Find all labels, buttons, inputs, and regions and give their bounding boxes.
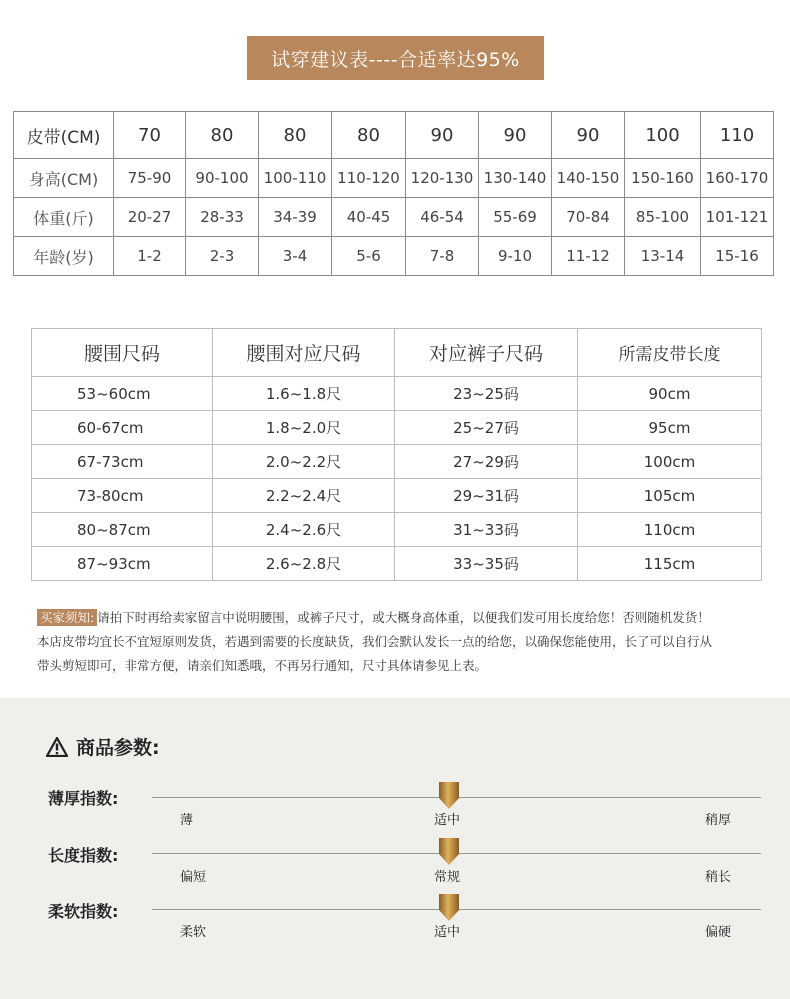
- table-cell: 73-80cm: [32, 479, 213, 513]
- size-recommendation-table: [13, 111, 774, 276]
- table-cell: 130-140: [479, 159, 552, 198]
- scale-right-label: 偏硬: [705, 925, 732, 940]
- waist-size-table: [31, 328, 762, 581]
- scale-left-label: 偏短: [180, 870, 207, 885]
- weight-row: [14, 198, 774, 237]
- belt-row: [14, 112, 774, 159]
- table-cell: 29~31码: [395, 479, 578, 513]
- column-header: 腰围尺码: [32, 329, 213, 377]
- table-cell: 2.4~2.6尺: [213, 513, 395, 547]
- table-cell: 2.0~2.2尺: [213, 445, 395, 479]
- table-cell: 20-27: [114, 198, 186, 237]
- notice-line: [37, 606, 767, 630]
- table-cell: 90cm: [578, 377, 762, 411]
- table-cell: 23~25码: [395, 377, 578, 411]
- table-cell: 100cm: [578, 445, 762, 479]
- table-cell: 80: [332, 112, 406, 159]
- notice-line: 带头剪短即可，非常方便，请亲们知悉哦，不再另行通知，尺寸具体请参见上表。: [37, 658, 488, 673]
- table-cell: 90: [406, 112, 479, 159]
- warning-icon: [46, 737, 68, 757]
- table-row: [32, 513, 762, 547]
- scale-middle-label: 适中: [434, 925, 461, 940]
- table-cell: 2.6~2.8尺: [213, 547, 395, 581]
- table-cell: 40-45: [332, 198, 406, 237]
- table-cell: 75-90: [114, 159, 186, 198]
- scale-middle-label: 常规: [434, 870, 461, 885]
- params-title: [46, 733, 160, 760]
- table-cell: 95cm: [578, 411, 762, 445]
- table-row: [32, 411, 762, 445]
- column-header: 对应裤子尺码: [395, 329, 578, 377]
- column-header: 腰围对应尺码: [213, 329, 395, 377]
- table-cell: 1.8~2.0尺: [213, 411, 395, 445]
- table-cell: 34-39: [259, 198, 332, 237]
- table-cell: 115cm: [578, 547, 762, 581]
- table-cell: 70: [114, 112, 186, 159]
- table-cell: 27~29码: [395, 445, 578, 479]
- table-cell: 80~87cm: [32, 513, 213, 547]
- table-cell: 11-12: [552, 237, 625, 276]
- table-cell: 80: [186, 112, 259, 159]
- table-cell: 55-69: [479, 198, 552, 237]
- notice-text: 请拍下时再给卖家留言中说明腰围，或裤子尺寸，或大概身高体重，以便我们发可用长度给您！否则随机发货！: [97, 610, 710, 625]
- params-title-text: 商品参数:: [76, 737, 160, 759]
- table-cell: 101-121: [701, 198, 774, 237]
- column-header: 所需皮带长度: [578, 329, 762, 377]
- scale-right-label: 稍长: [705, 870, 732, 885]
- table-cell: 90-100: [186, 159, 259, 198]
- table-cell: 110-120: [332, 159, 406, 198]
- softness-index-label: 柔软指数:: [48, 902, 119, 921]
- table-row: [32, 479, 762, 513]
- thickness-level-marker: [437, 782, 461, 810]
- table-cell: 1.6~1.8尺: [213, 377, 395, 411]
- table-cell: 28-33: [186, 198, 259, 237]
- table-cell: 110cm: [578, 513, 762, 547]
- table-cell: 105cm: [578, 479, 762, 513]
- table-cell: 90: [552, 112, 625, 159]
- row-label: 身高(CM): [14, 159, 114, 198]
- table-cell: 60-67cm: [32, 411, 213, 445]
- table-cell: 67-73cm: [32, 445, 213, 479]
- table-cell: 9-10: [479, 237, 552, 276]
- table-cell: 5-6: [332, 237, 406, 276]
- length-level-marker: [437, 838, 461, 866]
- scale-left-label: 薄: [180, 813, 194, 828]
- table-row: [32, 445, 762, 479]
- scale-left-label: 柔软: [180, 925, 207, 940]
- table-cell: 160-170: [701, 159, 774, 198]
- table-cell: 3-4: [259, 237, 332, 276]
- row-label: 年龄(岁): [14, 237, 114, 276]
- table-cell: 2.2~2.4尺: [213, 479, 395, 513]
- table-header-row: [32, 329, 762, 377]
- table-cell: 100: [625, 112, 701, 159]
- scale-right-label: 稍厚: [705, 813, 732, 828]
- fitting-banner: 试穿建议表----合适率达95%: [247, 36, 544, 80]
- row-label: 皮带(CM): [14, 112, 114, 159]
- notice-label: 买家须知:: [37, 609, 97, 626]
- table-cell: 53~60cm: [32, 377, 213, 411]
- table-row: [32, 377, 762, 411]
- table-cell: 25~27码: [395, 411, 578, 445]
- table-cell: 2-3: [186, 237, 259, 276]
- table-cell: 13-14: [625, 237, 701, 276]
- buyer-notice: [37, 606, 767, 678]
- softness-level-marker: [437, 894, 461, 922]
- table-cell: 110: [701, 112, 774, 159]
- table-cell: 140-150: [552, 159, 625, 198]
- table-cell: 85-100: [625, 198, 701, 237]
- length-index-label: 长度指数:: [48, 846, 119, 865]
- table-cell: 1-2: [114, 237, 186, 276]
- table-row: [32, 547, 762, 581]
- table-cell: 7-8: [406, 237, 479, 276]
- table-cell: 90: [479, 112, 552, 159]
- age-row: [14, 237, 774, 276]
- table-cell: 33~35码: [395, 547, 578, 581]
- table-cell: 87~93cm: [32, 547, 213, 581]
- table-cell: 100-110: [259, 159, 332, 198]
- height-row: [14, 159, 774, 198]
- table-cell: 120-130: [406, 159, 479, 198]
- notice-line: 本店皮带均宜长不宜短原则发货，若遇到需要的长度缺货，我们会默认发长一点的给您，以确保您能使用，长了可以自行从: [37, 634, 713, 649]
- table-cell: 80: [259, 112, 332, 159]
- table-cell: 46-54: [406, 198, 479, 237]
- thickness-index-label: 薄厚指数:: [48, 789, 119, 808]
- scale-middle-label: 适中: [434, 813, 461, 828]
- table-cell: 31~33码: [395, 513, 578, 547]
- table-cell: 150-160: [625, 159, 701, 198]
- table-cell: 15-16: [701, 237, 774, 276]
- table-cell: 70-84: [552, 198, 625, 237]
- row-label: 体重(斤): [14, 198, 114, 237]
